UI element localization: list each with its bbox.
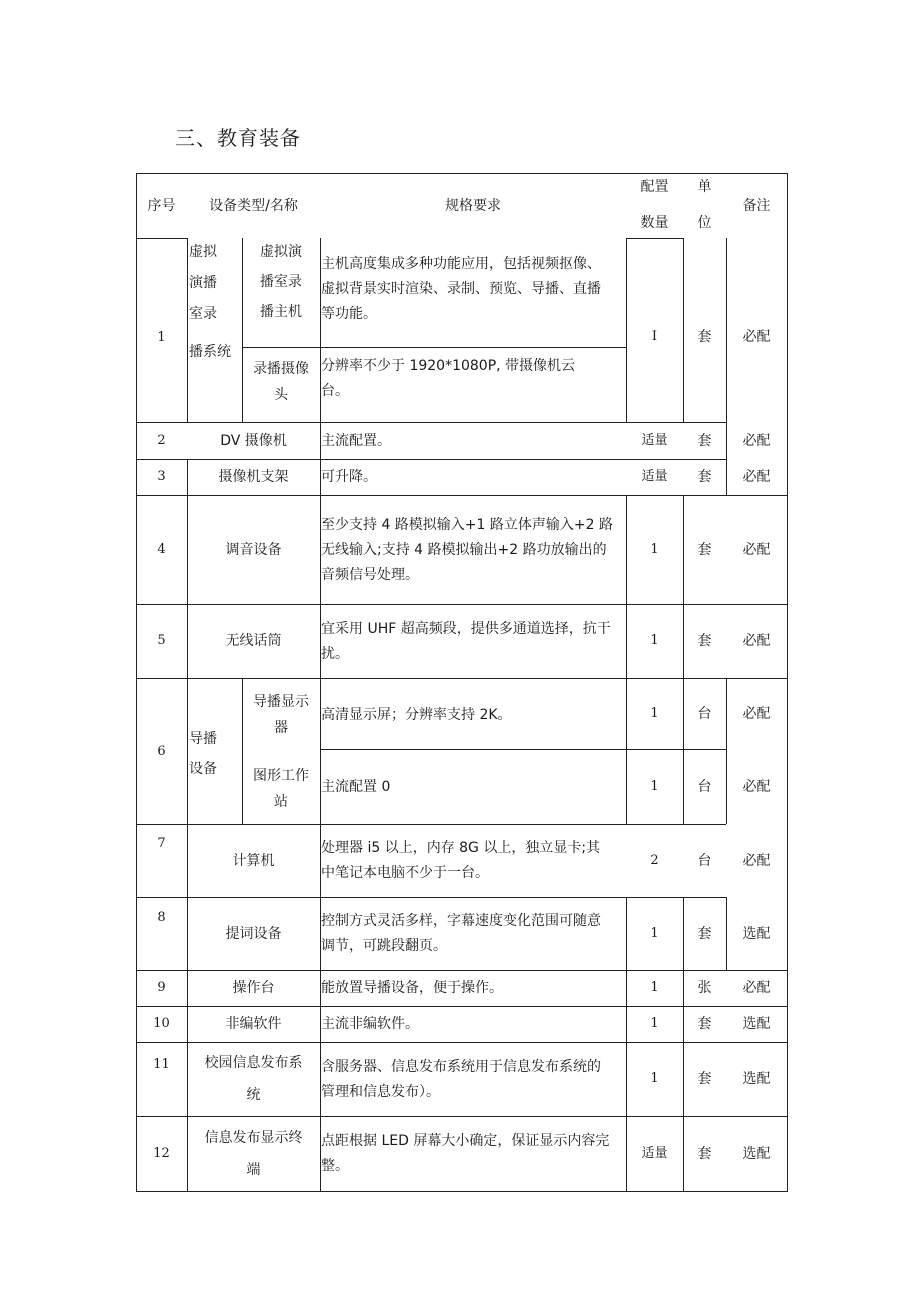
header-qty: 数量 (640, 215, 669, 231)
header-qty: 配置 (640, 179, 669, 195)
spec-text: 调节，可跳段翻页。 (321, 938, 447, 954)
spec-text: 可升降。 (321, 469, 377, 485)
row-divider (136, 970, 788, 971)
row-index: 6 (157, 744, 166, 759)
row-index: 5 (157, 633, 166, 648)
group-label: 室录 (189, 306, 217, 322)
spec-text: 主流配置 0 (321, 779, 391, 795)
row-divider (136, 422, 726, 423)
unit-value: 套 (697, 432, 712, 449)
spec-text: 控制方式灵活多样，字幕速度变化范围可随意 (321, 913, 601, 929)
unit-value: 套 (697, 1071, 712, 1087)
column-divider (726, 238, 727, 495)
spec-text: 等功能。 (321, 306, 377, 322)
qty-value: 适量 (641, 1145, 668, 1161)
sub-name: 头 (274, 387, 288, 403)
item-name: 提词设备 (225, 925, 282, 942)
spec-text: 主机高度集成多种功能应用，包括视频抠像、 (321, 256, 601, 272)
unit-value: 套 (697, 469, 712, 485)
row-divider (136, 238, 187, 239)
note-value: 选配 (742, 1145, 771, 1162)
sub-name: 虚拟演 (260, 244, 302, 260)
group-label: 设备 (189, 761, 217, 777)
spec-text: 音频信号处理。 (321, 566, 419, 583)
row-divider (242, 347, 626, 348)
item-name: 调音设备 (225, 541, 282, 558)
qty-value: 1 (650, 925, 659, 941)
section-heading: 三、教育装备 (175, 126, 301, 150)
item-name: 信息发布显示终 (204, 1129, 303, 1146)
row-index: 12 (153, 1145, 170, 1161)
spec-text: 至少支持 4 路模拟输入+1 路立体声输入+2 路 (321, 516, 613, 533)
spec-text: 点距根据 LED 屏幕大小确定，保证显示内容完 (321, 1133, 610, 1149)
spec-text: 扰。 (321, 645, 349, 662)
item-name: 计算机 (232, 852, 275, 869)
sub-name: 导播显示 (253, 694, 309, 710)
group-label: 演播 (189, 275, 217, 291)
row-index: 9 (157, 980, 166, 995)
item-name: 校园信息发布系 (204, 1055, 303, 1071)
note-value: 选配 (742, 1016, 771, 1032)
spec-text: 无线输入;支持 4 路模拟输出+2 路功放输出的 (321, 541, 607, 558)
sub-name: 图形工作 (253, 768, 309, 784)
note-value: 选配 (742, 1071, 771, 1087)
unit-value: 张 (697, 980, 712, 996)
item-name: DV 摄像机 (220, 432, 287, 449)
note-value: 必配 (742, 633, 771, 649)
column-divider (187, 459, 188, 1191)
qty-value: 1 (650, 1071, 659, 1086)
qty-value: 适量 (641, 432, 668, 448)
note-value: 选配 (742, 925, 771, 942)
row-index: 10 (153, 1016, 170, 1031)
sub-name: 播主机 (260, 304, 302, 320)
spec-text: 含服务器、信息发布系统用于信息发布系统的 (321, 1058, 601, 1075)
unit-value: 台 (697, 778, 712, 795)
spec-text: 整。 (321, 1158, 349, 1174)
item-name: 无线话筒 (225, 633, 282, 649)
spec-text: 主流非编软件。 (321, 1016, 419, 1032)
item-name: 摄像机支架 (218, 469, 289, 485)
qty-value: 适量 (641, 469, 668, 484)
group-label: 虚拟 (189, 244, 217, 260)
unit-value: 台 (697, 705, 712, 722)
unit-value: 套 (697, 633, 712, 649)
spec-text: 处理器 i5 以上，内存 8G 以上，独立显卡;其 (321, 840, 601, 856)
row-index: 2 (157, 432, 166, 448)
note-value: 必配 (742, 329, 771, 345)
row-divider (136, 1042, 788, 1043)
table-border (136, 173, 788, 174)
note-value: 必配 (742, 852, 771, 869)
unit-value: 套 (697, 925, 712, 942)
sub-name: 站 (274, 794, 288, 810)
table-border (136, 1191, 788, 1192)
header-name: 设备类型/名称 (209, 198, 298, 214)
row-index: 8 (157, 910, 166, 925)
row-divider (320, 749, 726, 750)
row-divider (136, 824, 726, 825)
qty-value: 1 (650, 541, 659, 557)
row-index: 1 (157, 330, 166, 345)
sub-name: 器 (274, 720, 288, 736)
spec-text: 中笔记本电脑不少于一台。 (321, 865, 489, 881)
header-index: 序号 (147, 198, 176, 214)
qty-value: 1 (650, 705, 659, 721)
row-divider (626, 238, 683, 239)
header-spec: 规格要求 (445, 198, 501, 214)
qty-value: 1 (650, 980, 659, 995)
unit-value: 台 (697, 852, 712, 869)
row-divider (136, 604, 788, 605)
group-label: 播系统 (189, 344, 231, 360)
note-value: 必配 (742, 541, 771, 558)
row-divider (136, 495, 788, 496)
note-value: 必配 (742, 432, 771, 449)
row-index: 11 (153, 1057, 170, 1072)
row-index: 7 (157, 836, 166, 851)
row-divider (136, 678, 788, 679)
header-unit: 位 (697, 215, 712, 231)
spec-text: 宜采用 UHF 超高频段，提供多通道选择，抗干 (321, 620, 611, 637)
unit-value: 套 (697, 1016, 712, 1032)
qty-value: 1 (650, 778, 659, 794)
spec-text: 主流配置。 (321, 432, 391, 449)
spec-text: 台。 (321, 383, 349, 399)
column-divider (726, 678, 727, 824)
column-divider (187, 238, 188, 422)
row-index: 4 (157, 541, 166, 557)
unit-value: 套 (697, 329, 712, 345)
unit-value: 套 (697, 1145, 712, 1162)
item-name: 端 (246, 1161, 261, 1178)
note-value: 必配 (742, 980, 771, 996)
spec-text: 能放置导播设备，便于操作。 (321, 980, 503, 996)
header-note: 备注 (742, 198, 771, 214)
sub-name: 播室录 (260, 274, 302, 290)
row-divider (136, 897, 726, 898)
row-divider (136, 1116, 788, 1117)
item-name: 统 (246, 1087, 261, 1103)
spec-text: 虚拟背景实时渲染、录制、预览、导播、直播 (321, 281, 601, 297)
qty-value: 2 (650, 852, 659, 868)
unit-value: 套 (697, 541, 712, 558)
sub-name: 录播摄像 (253, 361, 309, 377)
note-value: 必配 (742, 778, 771, 795)
table-border (787, 173, 788, 1191)
row-divider (136, 459, 726, 460)
item-name: 非编软件 (225, 1016, 282, 1032)
qty-value: 1 (650, 1016, 659, 1031)
qty-value: I (651, 329, 658, 344)
note-value: 必配 (742, 469, 771, 485)
header-unit: 单 (697, 179, 712, 195)
spec-text: 管理和信息发布）。 (321, 1083, 440, 1100)
item-name: 操作台 (232, 980, 275, 996)
note-value: 必配 (742, 705, 771, 722)
qty-value: 1 (650, 633, 659, 648)
group-label: 导播 (189, 731, 217, 747)
spec-text: 高清显示屏；分辨率支持 2K。 (321, 707, 512, 723)
row-index: 3 (157, 469, 166, 484)
spec-text: 分辨率不少于 1920*1080P, 带摄像机云 (321, 358, 576, 374)
row-divider (136, 1006, 788, 1007)
